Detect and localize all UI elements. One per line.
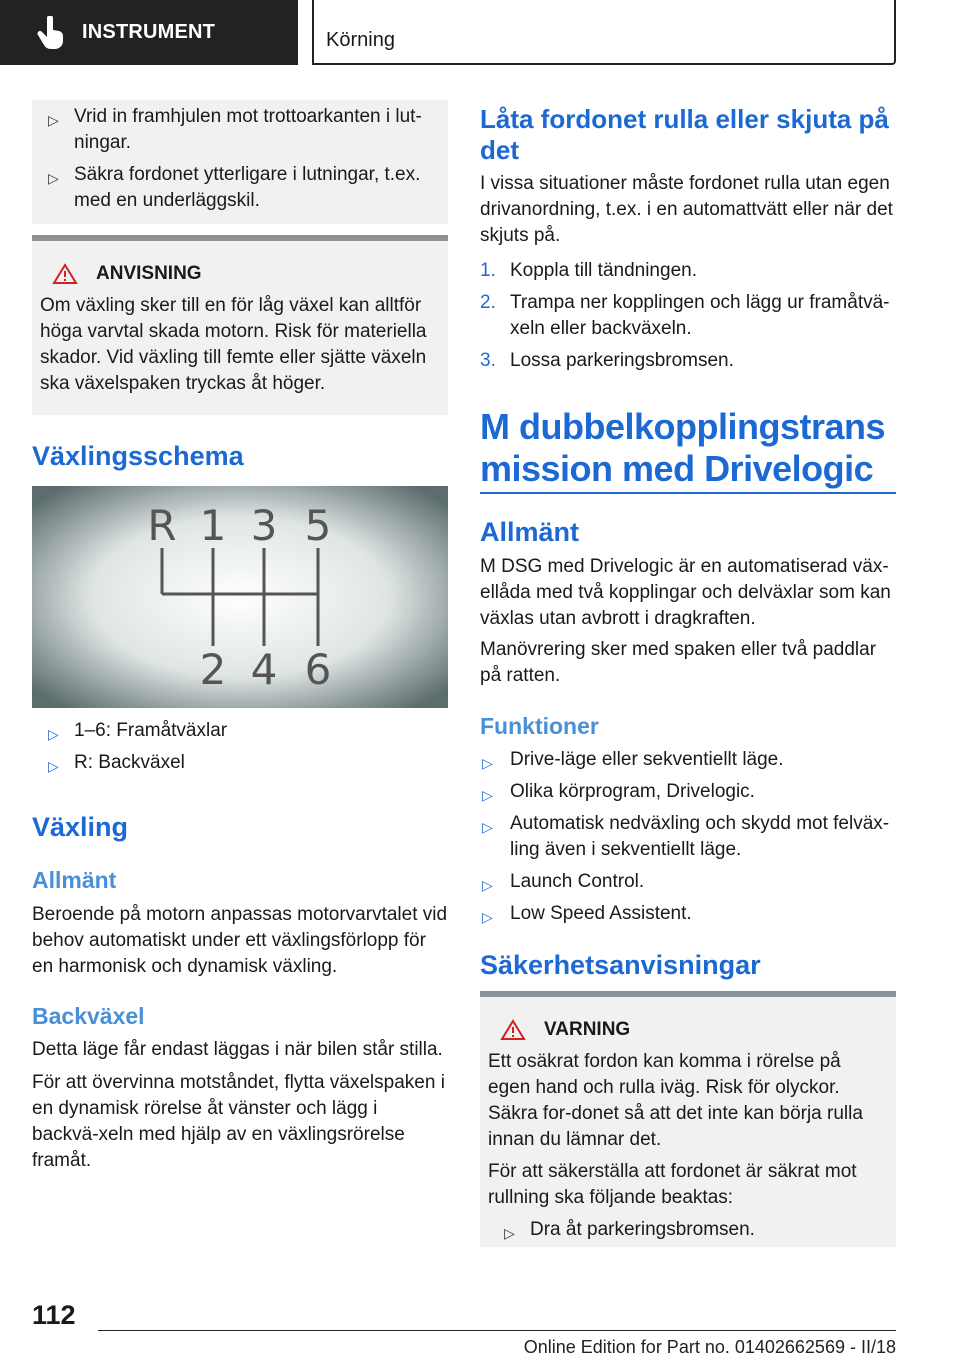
heading-vaxling: Växling [32,812,129,842]
bullet-box [32,100,448,224]
gear-label-5: 5 [304,501,332,550]
footer-divider [98,1330,896,1331]
notice-box [32,235,448,415]
hand-pointer-icon [36,16,66,50]
edition-text: Online Edition for Part no. 01402662569 - II/18 [523,1337,896,1357]
gear-shift-diagram [32,486,448,708]
triangle-bullet-icon: ▷ [482,787,493,803]
warning-text-1: Ett osäkrat fordon kan komma i rörelse på egen hand och rulla iväg. Risk för olyckor. Säkra for‐donet så att det inte kan börja rulla innan du lämnar det. [488,1051,863,1150]
gear-label-6: 6 [304,645,332,694]
schema-list [32,718,448,776]
warning-triangle-icon [500,1019,526,1041]
triangle-bullet-icon: ▷ [482,877,493,893]
heading-sakerhet: Säkerhetsanvisningar [480,950,761,980]
section-header [312,0,896,65]
heading-allmant-left: Allmänt [32,867,117,893]
list-item: ▷ Low Speed Assistent. [480,901,896,927]
gear-label-3: 3 [250,501,278,550]
triangle-bullet-icon: ▷ [48,170,59,186]
warning-box [480,991,896,1247]
heading-rulla: Låta fordonet rulla eller skjuta på det [480,104,889,165]
triangle-bullet-icon: ▷ [48,758,59,774]
gear-label-r: R [147,501,177,550]
list-item: ▷ Vrid in framhjulen mot trottoarkanten i lut‐ningar. [48,106,422,153]
gear-label-2: 2 [199,645,227,694]
list-item: ▷ R: Backväxel [32,750,448,776]
list-item: ▷ 1–6: Framåtväxlar [32,718,448,744]
triangle-bullet-icon: ▷ [48,112,59,128]
triangle-bullet-icon: ▷ [482,819,493,835]
warning-title: VARNING [500,1019,888,1041]
heading-backvaxel: Backväxel [32,1003,145,1029]
heading-allmant-right: Allmänt [480,517,580,547]
triangle-bullet-icon: ▷ [482,755,493,771]
heading-dsg: M dubbelkopplingstransmission med Drivelogic [480,406,896,494]
list-item: ▷ Launch Control. [480,869,896,895]
paragraph-rulla: I vissa situationer måste fordonet rulla utan egen drivanordning, t.ex. i en automattvätt eller när det skjuts på. [480,173,893,246]
section-title: Körning [326,29,395,51]
notice-title: ANVISNING [52,263,440,285]
warning-triangle-icon [52,263,78,285]
triangle-bullet-icon: ▷ [48,726,59,742]
paragraph-allmant-right-2: Manövrering sker med spaken eller två paddlar på ratten. [480,639,877,686]
list-item: 1. Koppla till tändningen. [480,260,697,281]
gear-label-4: 4 [250,645,278,694]
steps-list [480,258,896,374]
list-item: ▷ Automatisk nedväxling och skydd mot felväx‐ling även i sekventiellt läge. [482,813,890,860]
triangle-bullet-icon: ▷ [504,1225,515,1241]
paragraph-allmant-right-1: M DSG med Drivelogic är en automatiserad väx‐ellåda med två kopplingar och delväxlar som kan växlas utan avbrott i dragkraften. [480,556,891,629]
list-item: ▷ Drive-läge eller sekventiellt läge. [480,747,896,773]
list-item: ▷ Dra åt parkeringsbromsen. [488,1217,888,1243]
paragraph-allmant-left: Beroende på motorn anpassas motorvarvtalet vid behov automatiskt under ett växlingsförlopp för en harmonisk och dynamisk växling. [32,904,448,977]
paragraph-back-2: För att övervinna motståndet, flytta växelspaken i en dynamisk rörelse åt vänster och lägg i backvä‐xeln med hjälp av en växlingsrörelse framåt. [32,1072,445,1171]
warning-text-2: För att säkerställa att fordonet är säkrat mot rullning ska följande beaktas: [488,1161,857,1208]
heading-schema: Växlingsschema [32,441,244,471]
chapter-tab [0,0,298,65]
list-item: ▷ Säkra fordonet ytterligare i lutningar, t.ex. med en underläggskil. [48,164,421,211]
paragraph-back-1: Detta läge får endast läggas i när bilen står stilla. [32,1039,443,1060]
chapter-title: INSTRUMENT [82,21,216,43]
gear-label-1: 1 [199,501,227,550]
heading-funktioner: Funktioner [480,713,599,739]
list-item: 2. Trampa ner kopplingen och lägg ur framåtvä‐xeln eller backväxeln. [480,292,890,339]
list-item: ▷ Olika körprogram, Drivelogic. [480,779,896,805]
triangle-bullet-icon: ▷ [482,909,493,925]
functions-list [480,747,896,927]
list-item: 3. Lossa parkeringsbromsen. [480,350,734,371]
page-number: 112 [32,1300,76,1330]
notice-text: Om växling sker till en för låg växel kan alltför höga varvtal skada motorn. Risk för materiella skador. Vid växling till femte eller sjätte växeln ska växelspaken tryckas åt höger. [40,295,427,394]
